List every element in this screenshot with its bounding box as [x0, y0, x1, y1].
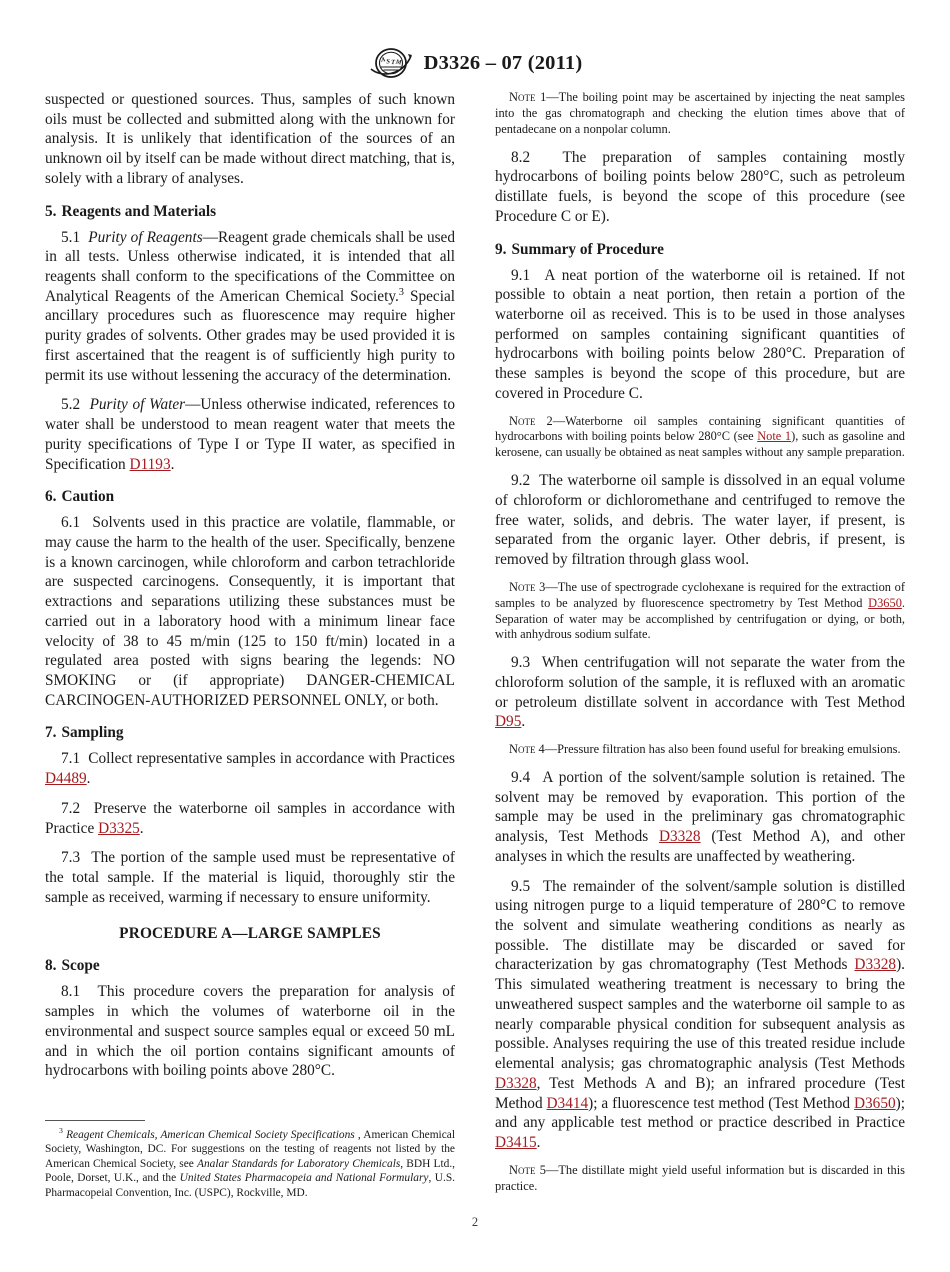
standard-link-d3328-94[interactable]: D3328 [658, 828, 701, 846]
paragraph-number-5-2: 5.2 [61, 396, 81, 414]
paragraph-number-6-1: 6.1 [61, 514, 81, 532]
footnote-text-1: , American Chemical Society, Washington, DC. For suggestions on the testing of reagents not listed by the American Chemical Society, see [45, 1128, 455, 1170]
astm-logo-icon [368, 48, 414, 78]
page-number: 2 [471, 1215, 479, 1229]
section-heading-6 [45, 488, 455, 506]
standard-link-d3328-95b[interactable]: D3328 [495, 1074, 537, 1092]
paragraph-text-9-5f: . [536, 1133, 541, 1151]
standard-link-d4489[interactable]: D4489 [45, 770, 87, 788]
paragraph-text-8-1: This procedure covers the preparation for analysis of samples in which the volumes of waterborne oil in the environmental and suspect source samples equal or exceed 50 mL and in which the oil portion contains significant amounts of hydrocarbons with boiling points above 280°C. [45, 983, 455, 1080]
section-number-6: 6. [45, 488, 57, 506]
page-header [0, 48, 950, 78]
paragraph-number-8-1: 8.1 [61, 983, 81, 1001]
paragraph-text-8-2: The preparation of samples containing mostly hydrocarbons of boiling points below 280°C, such as petroleum distillate fuels, is beyond the scope of this procedure (see Procedure C or E). [495, 148, 905, 225]
svg-text:M: M [394, 58, 402, 67]
note-1 [495, 90, 905, 138]
paragraph-lead-italic-5-2: Purity of Water [89, 396, 186, 414]
section-heading-5 [45, 203, 455, 221]
footnote-italic-2: Analar Standards for Laboratory Chemicals [196, 1157, 401, 1170]
paragraph-7-3 [45, 848, 455, 907]
continued-paragraph: suspected or questioned sources. Thus, samples of such known oils must be collected and submitted along with the unknown for analysis. It is unlikely that identification of the sources of an unknown oil by itself can be made without direct matching, that is, solely with a library of analyses. [45, 91, 455, 187]
note-text-4: —Pressure filtration has also been found useful for breaking emulsions. [544, 742, 901, 757]
procedure-heading: PROCEDURE A—LARGE SAMPLES [119, 925, 381, 943]
standard-link-d3650-note3[interactable]: D3650 [868, 595, 902, 610]
paragraph-text-9-2: The waterborne oil sample is dissolved in an equal volume of chloroform or dichloromethane and centrifuged to remove the free water, solids, and debris. The water layer, if present, is separated from the organic layer. Other debris, if present, is removed by filtration through glass wool. [495, 472, 905, 569]
paragraph-lead-italic-5-1: Purity of Reagents [88, 228, 203, 246]
paragraph-text-7-1b: . [86, 770, 91, 788]
paragraph-8-2 [495, 148, 905, 227]
paragraph-9-5 [495, 877, 905, 1153]
paragraph-number-9-3: 9.3 [511, 654, 531, 672]
note-2 [495, 414, 905, 462]
standard-link-d3650-95[interactable]: D3650 [853, 1094, 896, 1112]
section-title-5: Reagents and Materials [61, 202, 217, 220]
paragraph-text-7-1a: Collect representative samples in accordance with Practices [88, 750, 455, 768]
paragraph-text-9-5d: ); a fluorescence test method (Test Method [588, 1094, 854, 1112]
paragraph-number-9-2: 9.2 [511, 472, 531, 490]
paragraph-7-2 [45, 799, 455, 838]
note-label-3: Note 3 [509, 579, 546, 594]
paragraph-text-7-2b: . [139, 819, 144, 837]
paragraph-text-5-2b: . [170, 455, 175, 473]
note-text-2b: ), such as gasoline and kerosene, can usually be obtained as neat samples without any sample preparation. [495, 429, 905, 460]
note-text-3b: . Separation of water may be accomplished by centrifugation or dying, or both, with anhydrous sodium sulfate. [495, 595, 905, 642]
standard-link-d3414[interactable]: D3414 [546, 1094, 589, 1112]
paragraph-text-9-5b: ). This simulated weathering treatment is necessary to bring the unweathered suspect samples and the waterborne oil sample to as nearly comparable physical condition for subsequent analysis as possible. Analyses requiring the use of this treated residue include elemental analysis; gas chromatographic analysis (Test Methods [495, 956, 905, 1073]
paragraph-number-9-5: 9.5 [511, 877, 531, 895]
footnote-italic-1: Reagent Chemicals, American Chemical Society Specifications [66, 1128, 355, 1141]
note-text-1: —The boiling point may be ascertained by injecting the neat samples into the gas chromatograph and checking the elution times above that of pentadecane on a nonpolar column. [495, 90, 905, 136]
section-title-6: Caution [61, 488, 115, 506]
note-text-5: —The distillate might yield useful information but is discarded in this practice. [495, 1162, 905, 1193]
section-title-7: Sampling [61, 724, 124, 742]
paragraph-number-5-1: 5.1 [61, 228, 81, 246]
note-label-5: Note 5 [509, 1162, 546, 1177]
paragraph-number-7-2: 7.2 [61, 799, 81, 817]
section-heading-9 [495, 241, 905, 259]
paragraph-number-9-1: 9.1 [511, 266, 531, 284]
section-title-8: Scope [61, 957, 100, 975]
footnote-3 [45, 1125, 456, 1200]
paragraph-text-9-4a: A portion of the solvent/sample solution is retained. The solvent may be removed by evaporation. This portion of the sample may be used in the preliminary gas chromatographic analysis, Test Methods [495, 769, 905, 846]
note-text-3a: —The use of spectrograde cyclohexane is required for the extraction of samples to be analyzed by fluorescence spectrometry by Test Method [495, 579, 905, 610]
note-label-2: Note 2 [509, 413, 553, 428]
paragraph-text-9-5c: , Test Methods A and B); an infrared procedure (Test Method [495, 1074, 905, 1112]
paragraph-5-1 [45, 228, 455, 386]
svg-text:A: A [379, 56, 386, 64]
footnote-italic-3: United States Pharmacopeia and National Formulary [179, 1172, 429, 1185]
section-heading-7 [45, 724, 455, 742]
section-number-7: 7. [45, 724, 57, 742]
footnote-text-3: , U.S. Pharmacopeial Convention, Inc. (USPC), Rockville, MD. [45, 1172, 456, 1199]
paragraph-9-4 [495, 768, 905, 867]
paragraph-9-1 [495, 266, 905, 404]
paragraph-7-1 [45, 749, 455, 788]
svg-text:T: T [390, 59, 395, 67]
footnote-block [45, 1120, 455, 1200]
standard-link-d3415[interactable]: D3415 [495, 1133, 537, 1151]
standard-link-d3328-95a[interactable]: D3328 [854, 956, 897, 974]
section-heading-8 [45, 957, 455, 975]
paragraph-5-2 [45, 395, 455, 474]
paragraph-number-8-2: 8.2 [511, 148, 531, 166]
paragraph-6-1 [45, 513, 455, 710]
note-4 [495, 742, 905, 758]
right-column [495, 90, 905, 1200]
footnote-number-3: 3 [59, 1125, 63, 1135]
document-designation: D3326 – 07 (2011) [423, 51, 583, 74]
paragraph-text-9-4b: (Test Method A), and other analyses in which the results are unaffected by weathering. [495, 828, 905, 865]
paragraph-text-5-1a: —Reagent grade chemicals shall be used in all tests. Unless otherwise indicated, it is intended that all reagents shall conform to the specifications of the Committee on Analytical Reagents of the American Chemical Society. [45, 228, 455, 305]
paragraph-9-3 [495, 653, 905, 732]
two-column-body [45, 90, 905, 1200]
paragraph-text-9-5a: The remainder of the solvent/sample solution is distilled using nitrogen purge to a liquid temperature of 280°C to remove the solvent and simulate weathering conditions as nearly as possible. The distillate may be discarded or saved for characterization by gas chromatography (Test Methods [495, 877, 905, 974]
section-number-9: 9. [495, 240, 507, 258]
note-label-4: Note 4 [509, 742, 545, 757]
paragraph-text-5-2a: —Unless otherwise indicated, references to water shall be understood to mean reagent water that meets the purity specifications of Type I or Type II water, as specified in Specification [45, 396, 455, 473]
footnote-divider [45, 1120, 145, 1121]
left-column [45, 90, 455, 1200]
note-label-1: Note 1 [509, 90, 547, 104]
paragraph-number-9-4: 9.4 [511, 769, 531, 786]
standard-link-d3325[interactable]: D3325 [98, 819, 140, 837]
paragraph-9-2 [495, 471, 905, 570]
note-5 [495, 1163, 905, 1195]
standard-link-d1193[interactable]: D1193 [129, 455, 171, 473]
section-number-5: 5. [45, 202, 57, 220]
footnote-text-2: , BDH Ltd., Poole, Dorset, U.K., and the [45, 1157, 456, 1185]
paragraph-8-1 [45, 982, 455, 1081]
paragraph-number-7-3: 7.3 [61, 849, 81, 867]
footnote-marker-3: 3 [398, 286, 404, 298]
paragraph-text-7-2a: Preserve the waterborne oil samples in accordance with Practice [45, 799, 455, 837]
paragraph-text-9-3a: When centrifugation will not separate the water from the chloroform solution of the sample, it is refluxed with an aromatic or petroleum distillate solvent in accordance with Test Method [495, 654, 905, 711]
paragraph-text-9-1: A neat portion of the waterborne oil is retained. If not possible to obtain a neat portion, then retain a portion of the waterborne oil as received. This is to be used in those analyses performed on samples containing significant quantities of hydrocarbons with boiling points below 280°C. Preparation of these samples is beyond the scope of this procedure, but are covered in Procedure C. [495, 266, 905, 402]
standard-link-d95[interactable]: D95 [495, 713, 522, 731]
note-text-2a: —Waterborne oil samples containing significant quantities of hydrocarbons with boiling points below 280°C (see [495, 413, 905, 444]
section-number-8: 8. [45, 957, 57, 975]
paragraph-text-6-1: Solvents used in this practice are volatile, flammable, or may cause the harm to the health of the user. Specifically, benzene is a known carcinogen, while chloroform and carbon tetrachloride are suspected carcinogens. Consequently, it is important that extractions and separations utilizing these substances must be carried out in a laboratory hood with a minimum linear face velocity of 38 to 45 m/min (125 to 150 ft/min) located in a regulated area posted with signs bearing the legends: NO SMOKING or (if appropriate) DANGER-CHEMICAL CARCINOGEN-AUTHORIZED PERSONNEL ONLY, or both. [45, 514, 455, 709]
note-3 [495, 580, 905, 644]
note-link-note1[interactable]: Note 1 [757, 429, 792, 444]
paragraph-text-7-3: The portion of the sample used must be representative of the total sample. If the material is liquid, thoroughly stir the sample as received, warming if necessary to ensure uniformity. [45, 849, 455, 906]
paragraph-text-5-1b: Special ancillary procedures such as fluorescence may require higher purity grades of solvents. Other grades may be used provided it is first ascertained that the reagent is of sufficiently high purity to permit its use without lessening the accuracy of the determination. [45, 287, 455, 384]
paragraph-text-9-3b: . [521, 713, 526, 731]
section-title-9: Summary of Procedure [511, 240, 664, 258]
paragraph-number-7-1: 7.1 [61, 750, 81, 768]
paragraph-text-9-5e: ); and any applicable test method or practice described in Practice [495, 1094, 905, 1132]
svg-text:S: S [385, 58, 390, 66]
